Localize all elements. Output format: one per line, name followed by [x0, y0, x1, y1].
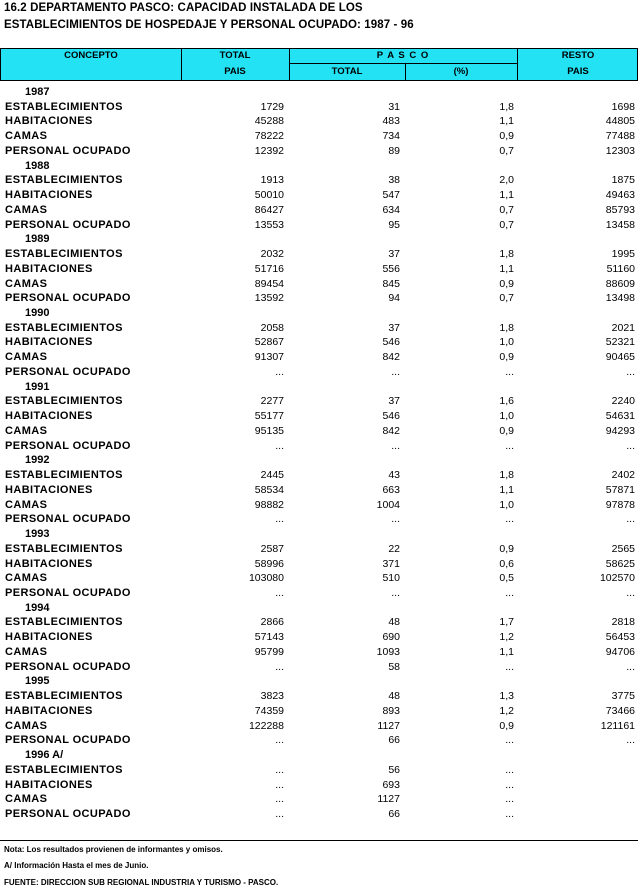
table-row — [0, 114, 640, 129]
table-row — [0, 763, 640, 778]
pasco-total-cell: 48 — [388, 616, 400, 629]
pasco-total-cell: 1093 — [376, 645, 400, 658]
total-pais-cell: 89454 — [254, 277, 284, 290]
resto-pais-cell: 54631 — [605, 410, 635, 423]
concept-cell: HABITACIONES — [5, 410, 93, 423]
resto-pais-cell: 52321 — [605, 336, 635, 349]
resto-pais-cell: 94293 — [605, 424, 635, 437]
total-pais-cell: 91307 — [254, 351, 284, 364]
concept-cell: HABITACIONES — [5, 115, 93, 128]
concept-cell: HABITACIONES — [5, 557, 93, 570]
total-pais-cell: 2445 — [260, 469, 284, 482]
table-row — [0, 218, 640, 233]
resto-pais-cell: 3775 — [611, 690, 635, 703]
pasco-pct-cell: ... — [505, 778, 514, 791]
table-row — [0, 483, 640, 498]
pasco-total-cell: 95 — [388, 218, 400, 231]
table-row — [0, 173, 640, 188]
concept-cell: PERSONAL OCUPADO — [5, 660, 131, 673]
pasco-pct-cell: 0,9 — [499, 277, 514, 290]
total-pais-cell: 13592 — [254, 292, 284, 305]
resto-pais-cell: 88609 — [605, 277, 635, 290]
pasco-total-cell: 842 — [382, 351, 400, 364]
pasco-total-cell: 48 — [388, 690, 400, 703]
pasco-total-cell: 845 — [382, 277, 400, 290]
header-pasco-total: TOTAL — [331, 66, 363, 77]
table-header — [0, 48, 638, 81]
concept-cell: HABITACIONES — [5, 189, 93, 202]
resto-pais-cell: 90465 — [605, 351, 635, 364]
header-subdivider — [289, 63, 517, 64]
pasco-pct-cell: ... — [505, 365, 514, 378]
resto-pais-cell: 13498 — [605, 292, 635, 305]
pasco-total-cell: 22 — [388, 542, 400, 555]
pasco-pct-cell: 1,1 — [499, 483, 514, 496]
pasco-pct-cell: 0,7 — [499, 292, 514, 305]
pasco-pct-cell: 0,9 — [499, 130, 514, 143]
pasco-total-cell: 56 — [388, 763, 400, 776]
pasco-pct-cell: 0,6 — [499, 557, 514, 570]
total-pais-cell: ... — [275, 763, 284, 776]
pasco-pct-cell: ... — [505, 807, 514, 820]
pasco-pct-cell: 0,5 — [499, 572, 514, 585]
resto-pais-cell: 57871 — [605, 483, 635, 496]
resto-pais-cell: 73466 — [605, 704, 635, 717]
year-row — [0, 601, 640, 616]
concept-cell: CAMAS — [5, 719, 48, 732]
pasco-pct-cell: 1,8 — [499, 248, 514, 261]
year-row — [0, 85, 640, 100]
year-row — [0, 453, 640, 468]
year-row — [0, 527, 640, 542]
concept-cell: CAMAS — [5, 424, 48, 437]
resto-pais-cell: 2240 — [611, 395, 635, 408]
concept-cell: PERSONAL OCUPADO — [5, 365, 131, 378]
pasco-total-cell: 510 — [382, 572, 400, 585]
table-bottom-rule — [0, 840, 638, 841]
table-row — [0, 630, 640, 645]
pasco-pct-cell: 0,9 — [499, 424, 514, 437]
pasco-pct-cell: 0,9 — [499, 719, 514, 732]
total-pais-cell: 3823 — [260, 690, 284, 703]
concept-cell: PERSONAL OCUPADO — [5, 292, 131, 305]
concept-cell: ESTABLECIMIENTOS — [5, 690, 123, 703]
concept-cell: HABITACIONES — [5, 483, 93, 496]
table-row — [0, 277, 640, 292]
resto-pais-cell: ... — [626, 439, 635, 452]
table-row — [0, 542, 640, 557]
total-pais-cell: 78222 — [254, 130, 284, 143]
concept-cell: CAMAS — [5, 572, 48, 585]
pasco-total-cell: 31 — [388, 100, 400, 113]
table-row — [0, 468, 640, 483]
pasco-total-cell: 43 — [388, 469, 400, 482]
pasco-total-cell: ... — [391, 439, 400, 452]
table-row — [0, 778, 640, 793]
resto-pais-cell: 77488 — [605, 130, 635, 143]
concept-cell: ESTABLECIMIENTOS — [5, 321, 123, 334]
table-row — [0, 704, 640, 719]
total-pais-cell: 50010 — [254, 189, 284, 202]
resto-pais-cell: 58625 — [605, 557, 635, 570]
pasco-pct-cell: 1,8 — [499, 100, 514, 113]
total-pais-cell: 2587 — [260, 542, 284, 555]
concept-cell: PERSONAL OCUPADO — [5, 586, 131, 599]
table-row — [0, 424, 640, 439]
pasco-total-cell: 1127 — [377, 719, 400, 732]
table-row — [0, 321, 640, 336]
table-row — [0, 557, 640, 572]
pasco-pct-cell: 1,6 — [499, 395, 514, 408]
table-body — [0, 85, 640, 822]
concept-cell: ESTABLECIMIENTOS — [5, 174, 123, 187]
table-row — [0, 719, 640, 734]
total-pais-cell: 1729 — [260, 100, 284, 113]
pasco-total-cell: ... — [391, 513, 400, 526]
pasco-pct-cell: ... — [505, 734, 514, 747]
pasco-pct-cell: 0,9 — [499, 542, 514, 555]
concept-cell: ESTABLECIMIENTOS — [5, 469, 123, 482]
resto-pais-cell: 13458 — [605, 218, 635, 231]
pasco-pct-cell: ... — [505, 513, 514, 526]
pasco-total-cell: 556 — [382, 262, 400, 275]
concept-cell: CAMAS — [5, 130, 48, 143]
pasco-total-cell: ... — [391, 586, 400, 599]
total-pais-cell: 98882 — [254, 498, 284, 511]
table-row — [0, 394, 640, 409]
source-note: FUENTE: DIRECCION SUB REGIONAL INDUSTRIA Y TURISMO - PASCO. — [4, 878, 279, 887]
total-pais-cell: ... — [275, 793, 284, 806]
pasco-pct-cell: 1,1 — [499, 645, 514, 658]
pasco-total-cell: 66 — [388, 807, 400, 820]
table-row — [0, 439, 640, 454]
pasco-total-cell: 94 — [388, 292, 400, 305]
pasco-pct-cell: 1,0 — [499, 410, 514, 423]
pasco-total-cell: 483 — [382, 115, 400, 128]
pasco-total-cell: 634 — [382, 203, 400, 216]
pasco-pct-cell: ... — [505, 439, 514, 452]
header-resto-pais: PAIS — [567, 66, 589, 77]
pasco-total-cell: 89 — [388, 144, 400, 157]
concept-cell: HABITACIONES — [5, 631, 93, 644]
resto-pais-cell: 44805 — [605, 115, 635, 128]
resto-pais-cell: 2021 — [611, 321, 635, 334]
year-label: 1988 — [25, 159, 50, 172]
table-row — [0, 792, 640, 807]
pasco-pct-cell: 1,1 — [499, 115, 514, 128]
resto-pais-cell: 2565 — [611, 542, 635, 555]
pasco-pct-cell: 1,7 — [499, 616, 514, 629]
pasco-pct-cell: 1,0 — [499, 336, 514, 349]
year-label: 1989 — [25, 233, 50, 246]
total-pais-cell: 74359 — [254, 704, 284, 717]
resto-pais-cell: 49463 — [605, 189, 635, 202]
year-label: 1991 — [25, 380, 50, 393]
total-pais-cell: ... — [275, 807, 284, 820]
year-label: 1992 — [25, 454, 50, 467]
concept-cell: PERSONAL OCUPADO — [5, 807, 131, 820]
pasco-pct-cell: 1,8 — [499, 321, 514, 334]
year-label: 1990 — [25, 307, 50, 320]
table-row — [0, 144, 640, 159]
year-row — [0, 306, 640, 321]
pasco-pct-cell: 1,1 — [499, 189, 514, 202]
table-row — [0, 586, 640, 601]
header-pasco-pct: (%) — [453, 66, 469, 77]
total-pais-cell: ... — [275, 439, 284, 452]
total-pais-cell: 45288 — [254, 115, 284, 128]
total-pais-cell: ... — [275, 513, 284, 526]
total-pais-cell: 2058 — [260, 321, 284, 334]
pasco-pct-cell: 1,0 — [499, 498, 514, 511]
concept-cell: CAMAS — [5, 498, 48, 511]
concept-cell: CAMAS — [5, 351, 48, 364]
concept-cell: CAMAS — [5, 203, 48, 216]
pasco-pct-cell: 0,7 — [499, 203, 514, 216]
total-pais-cell: 2277 — [260, 395, 284, 408]
table-row — [0, 689, 640, 704]
pasco-total-cell: 546 — [382, 410, 400, 423]
header-total: TOTAL — [219, 50, 251, 61]
pasco-total-cell: 690 — [382, 631, 400, 644]
table-title-line-2: ESTABLECIMIENTOS DE HOSPEDAJE Y PERSONAL OCUPADO: 1987 - 96 — [4, 19, 414, 31]
concept-cell: PERSONAL OCUPADO — [5, 513, 131, 526]
pasco-pct-cell: 1,8 — [499, 469, 514, 482]
year-row — [0, 674, 640, 689]
concept-cell: ESTABLECIMIENTOS — [5, 616, 123, 629]
total-pais-cell: 95135 — [254, 424, 284, 437]
total-pais-cell: 58996 — [254, 557, 284, 570]
total-pais-cell: 122288 — [248, 719, 284, 732]
table-row — [0, 498, 640, 513]
resto-pais-cell: ... — [626, 734, 635, 747]
concept-cell: ESTABLECIMIENTOS — [5, 248, 123, 261]
resto-pais-cell: 121161 — [600, 719, 635, 732]
pasco-total-cell: 547 — [382, 189, 400, 202]
total-pais-cell: 57143 — [254, 631, 284, 644]
pasco-total-cell: 58 — [388, 660, 400, 673]
concept-cell: CAMAS — [5, 277, 48, 290]
pasco-total-cell: 1127 — [377, 793, 400, 806]
pasco-pct-cell: 0,7 — [499, 144, 514, 157]
table-row — [0, 100, 640, 115]
table-row — [0, 188, 640, 203]
concept-cell: PERSONAL OCUPADO — [5, 144, 131, 157]
table-row — [0, 615, 640, 630]
resto-pais-cell: ... — [626, 660, 635, 673]
table-row — [0, 262, 640, 277]
total-pais-cell: ... — [275, 734, 284, 747]
table-row — [0, 807, 640, 822]
table-row — [0, 645, 640, 660]
resto-pais-cell: 2818 — [611, 616, 635, 629]
concept-cell: ESTABLECIMIENTOS — [5, 763, 123, 776]
resto-pais-cell: 56453 — [605, 631, 635, 644]
total-pais-cell: 51716 — [254, 262, 284, 275]
total-pais-cell: ... — [275, 660, 284, 673]
table-row — [0, 571, 640, 586]
pasco-pct-cell: ... — [505, 660, 514, 673]
total-pais-cell: ... — [275, 365, 284, 378]
year-label: 1993 — [25, 528, 50, 541]
resto-pais-cell: 2402 — [611, 469, 635, 482]
concept-cell: HABITACIONES — [5, 778, 93, 791]
table-row — [0, 660, 640, 675]
total-pais-cell: 86427 — [254, 203, 284, 216]
pasco-pct-cell: ... — [505, 586, 514, 599]
table-row — [0, 291, 640, 306]
year-label: 1987 — [25, 86, 50, 98]
header-concepto: CONCEPTO — [64, 50, 118, 61]
table-row — [0, 247, 640, 262]
total-pais-cell: 12392 — [254, 144, 284, 157]
header-resto: RESTO — [561, 50, 595, 61]
total-pais-cell: ... — [275, 778, 284, 791]
concept-cell: HABITACIONES — [5, 336, 93, 349]
concept-cell: HABITACIONES — [5, 262, 93, 275]
pasco-total-cell: 663 — [382, 483, 400, 496]
year-label: 1996 A/ — [25, 749, 64, 762]
total-pais-cell: ... — [275, 586, 284, 599]
total-pais-cell: 2032 — [260, 248, 284, 261]
resto-pais-cell: 102570 — [599, 572, 635, 585]
header-total-pais: PAIS — [224, 66, 246, 77]
total-pais-cell: 13553 — [254, 218, 284, 231]
resto-pais-cell: 85793 — [605, 203, 635, 216]
pasco-pct-cell: ... — [505, 763, 514, 776]
table-title-line-1: 16.2 DEPARTAMENTO PASCO: CAPACIDAD INSTALADA DE LOS — [4, 2, 363, 14]
pasco-pct-cell: 1,1 — [499, 262, 514, 275]
year-row — [0, 748, 640, 763]
pasco-total-cell: 734 — [382, 130, 400, 143]
pasco-pct-cell: 0,9 — [499, 351, 514, 364]
note-a: A/ Información Hasta el mes de Junio. — [4, 861, 149, 870]
concept-cell: PERSONAL OCUPADO — [5, 439, 131, 452]
total-pais-cell: 55177 — [254, 410, 284, 423]
total-pais-cell: 2866 — [260, 616, 284, 629]
resto-pais-cell: 97878 — [605, 498, 635, 511]
table-row — [0, 203, 640, 218]
total-pais-cell: 95799 — [254, 645, 284, 658]
resto-pais-cell: 1698 — [611, 100, 635, 113]
table-row — [0, 733, 640, 748]
pasco-pct-cell: 1,2 — [499, 631, 514, 644]
year-label: 1994 — [25, 601, 50, 614]
pasco-total-cell: 38 — [388, 174, 400, 187]
pasco-total-cell: 37 — [388, 248, 400, 261]
total-pais-cell: 52867 — [254, 336, 284, 349]
concept-cell: CAMAS — [5, 793, 48, 806]
pasco-total-cell: ... — [391, 365, 400, 378]
pasco-total-cell: 37 — [388, 321, 400, 334]
concept-cell: HABITACIONES — [5, 704, 93, 717]
table-row — [0, 350, 640, 365]
resto-pais-cell: 94706 — [605, 645, 635, 658]
concept-cell: ESTABLECIMIENTOS — [5, 395, 123, 408]
pasco-pct-cell: 1,2 — [499, 704, 514, 717]
pasco-total-cell: 37 — [388, 395, 400, 408]
pasco-total-cell: 1004 — [376, 498, 400, 511]
pasco-total-cell: 66 — [388, 734, 400, 747]
concept-cell: ESTABLECIMIENTOS — [5, 542, 123, 555]
resto-pais-cell: ... — [626, 586, 635, 599]
header-pasco: P A S C O — [376, 50, 430, 61]
resto-pais-cell: 51160 — [606, 262, 635, 275]
concept-cell: ESTABLECIMIENTOS — [5, 100, 123, 113]
pasco-total-cell: 893 — [382, 704, 400, 717]
concept-cell: CAMAS — [5, 645, 48, 658]
resto-pais-cell: ... — [626, 365, 635, 378]
table-row — [0, 512, 640, 527]
total-pais-cell: 1913 — [260, 174, 284, 187]
note-results: Nota: Los resultados provienen de informantes y omisos. — [4, 845, 223, 854]
pasco-total-cell: 693 — [382, 778, 400, 791]
table-row — [0, 365, 640, 380]
year-row — [0, 232, 640, 247]
total-pais-cell: 103080 — [248, 572, 284, 585]
resto-pais-cell: 1995 — [611, 248, 635, 261]
year-row — [0, 380, 640, 395]
table-row — [0, 409, 640, 424]
pasco-pct-cell: 0,7 — [499, 218, 514, 231]
pasco-pct-cell: 2,0 — [499, 174, 514, 187]
concept-cell: PERSONAL OCUPADO — [5, 734, 131, 747]
resto-pais-cell: ... — [626, 513, 635, 526]
pasco-total-cell: 371 — [382, 557, 400, 570]
pasco-total-cell: 546 — [382, 336, 400, 349]
resto-pais-cell: 1875 — [611, 174, 635, 187]
table-row — [0, 335, 640, 350]
year-label: 1995 — [25, 675, 50, 688]
resto-pais-cell: 12303 — [605, 144, 635, 157]
pasco-pct-cell: ... — [505, 793, 514, 806]
concept-cell: PERSONAL OCUPADO — [5, 218, 131, 231]
pasco-pct-cell: 1,3 — [499, 690, 514, 703]
table-row — [0, 129, 640, 144]
pasco-total-cell: 842 — [382, 424, 400, 437]
year-row — [0, 159, 640, 174]
total-pais-cell: 58534 — [254, 483, 284, 496]
